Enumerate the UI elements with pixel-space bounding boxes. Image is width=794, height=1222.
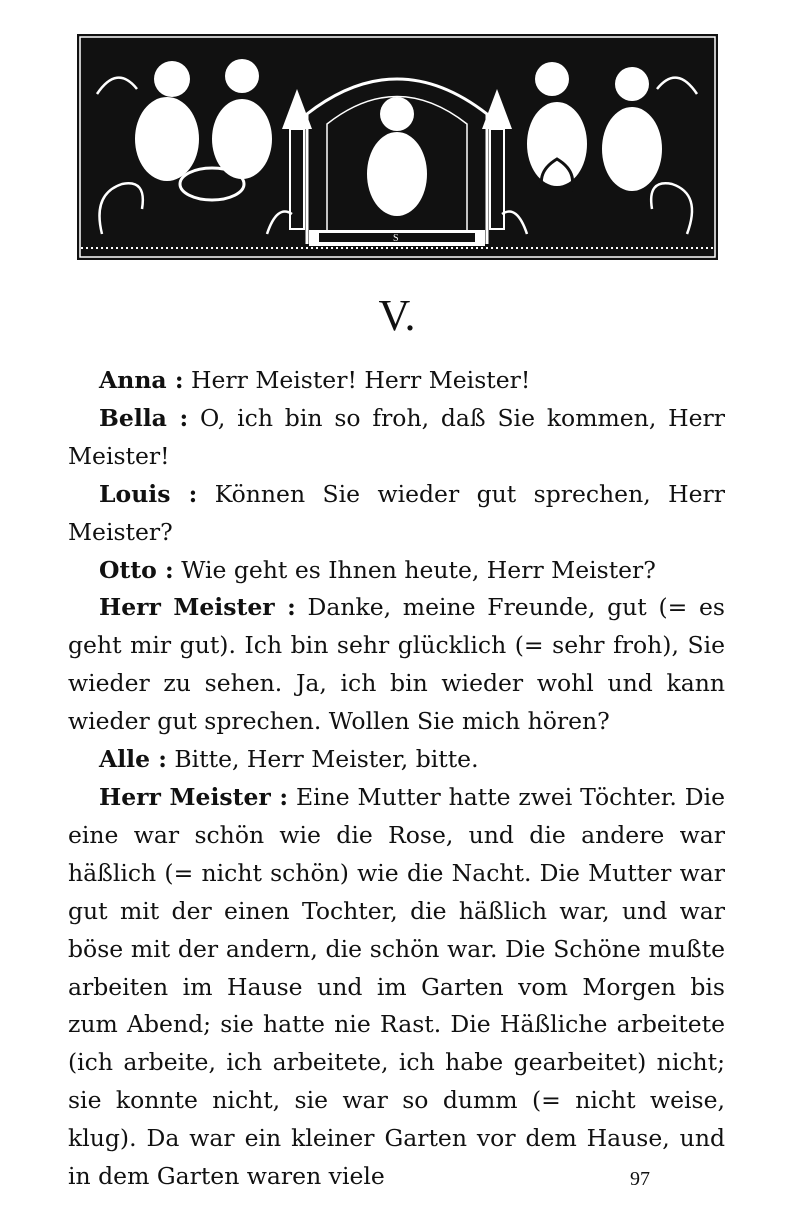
page-number: 97 <box>630 1168 650 1190</box>
body-text <box>68 362 725 1196</box>
dialogue-text: Bitte, Herr Meister, bitte. <box>174 745 479 774</box>
dialogue-line <box>68 552 725 590</box>
dialogue-line <box>68 589 725 741</box>
ornamental-banner <box>77 34 718 260</box>
dialogue-line <box>68 779 725 1196</box>
dialogue-line <box>68 400 725 476</box>
dialogue-text: Eine Mutter hatte zwei Töchter. Die eine war schön wie die Rose, und die andere war häßlich (= nicht schön) wie die Nacht. Die Mutter war gut mit der einen Tochter, die häßlich war, und war böse mit der andern, die schön war. Die Schöne mußte arbeiten im Hause und im Garten vom Morgen bis zum Abend; sie hatte nie Rast. Die Häßliche arbeitete (ich arbeite, ich arbeitete, ich habe gearbeitet) nicht; sie konnte nicht, sie war so dumm (= nicht weise, klug). Da war ein kleiner Garten vor dem Hause, und in dem Garten waren viele <box>68 782 725 1191</box>
speaker-label: Herr Meister : <box>99 782 289 811</box>
speaker-label: Anna : <box>99 366 184 394</box>
dialogue-text: Können Sie wieder gut sprechen, Herr Meister? <box>68 479 725 546</box>
speaker-label: Otto : <box>99 555 174 584</box>
dialogue-text: Herr Meister! Herr Meister! <box>190 366 531 394</box>
speaker-label: Bella : <box>99 403 189 432</box>
dialogue-line <box>68 741 725 779</box>
speaker-label: Herr Meister : <box>99 593 296 622</box>
dialogue-text: Wie geht es Ihnen heute, Herr Meister? <box>181 555 656 584</box>
speaker-label: Alle : <box>99 745 167 774</box>
dialogue-line <box>68 362 725 400</box>
dialogue-text: O, ich bin so froh, daß Sie kommen, Herr Meister! <box>68 403 725 470</box>
dialogue-text: Danke, meine Freunde, gut (= es geht mir gut). Ich bin sehr glücklich (= sehr froh), Sie wieder zu sehen. Ja, ich bin wieder wohl und kann wieder gut sprechen. Wollen Sie mich hören? <box>68 593 725 736</box>
chapter-heading: V. <box>378 291 416 340</box>
dialogue-line <box>68 476 725 552</box>
svg-text:S: S <box>393 233 399 244</box>
speaker-label: Louis : <box>99 479 198 508</box>
